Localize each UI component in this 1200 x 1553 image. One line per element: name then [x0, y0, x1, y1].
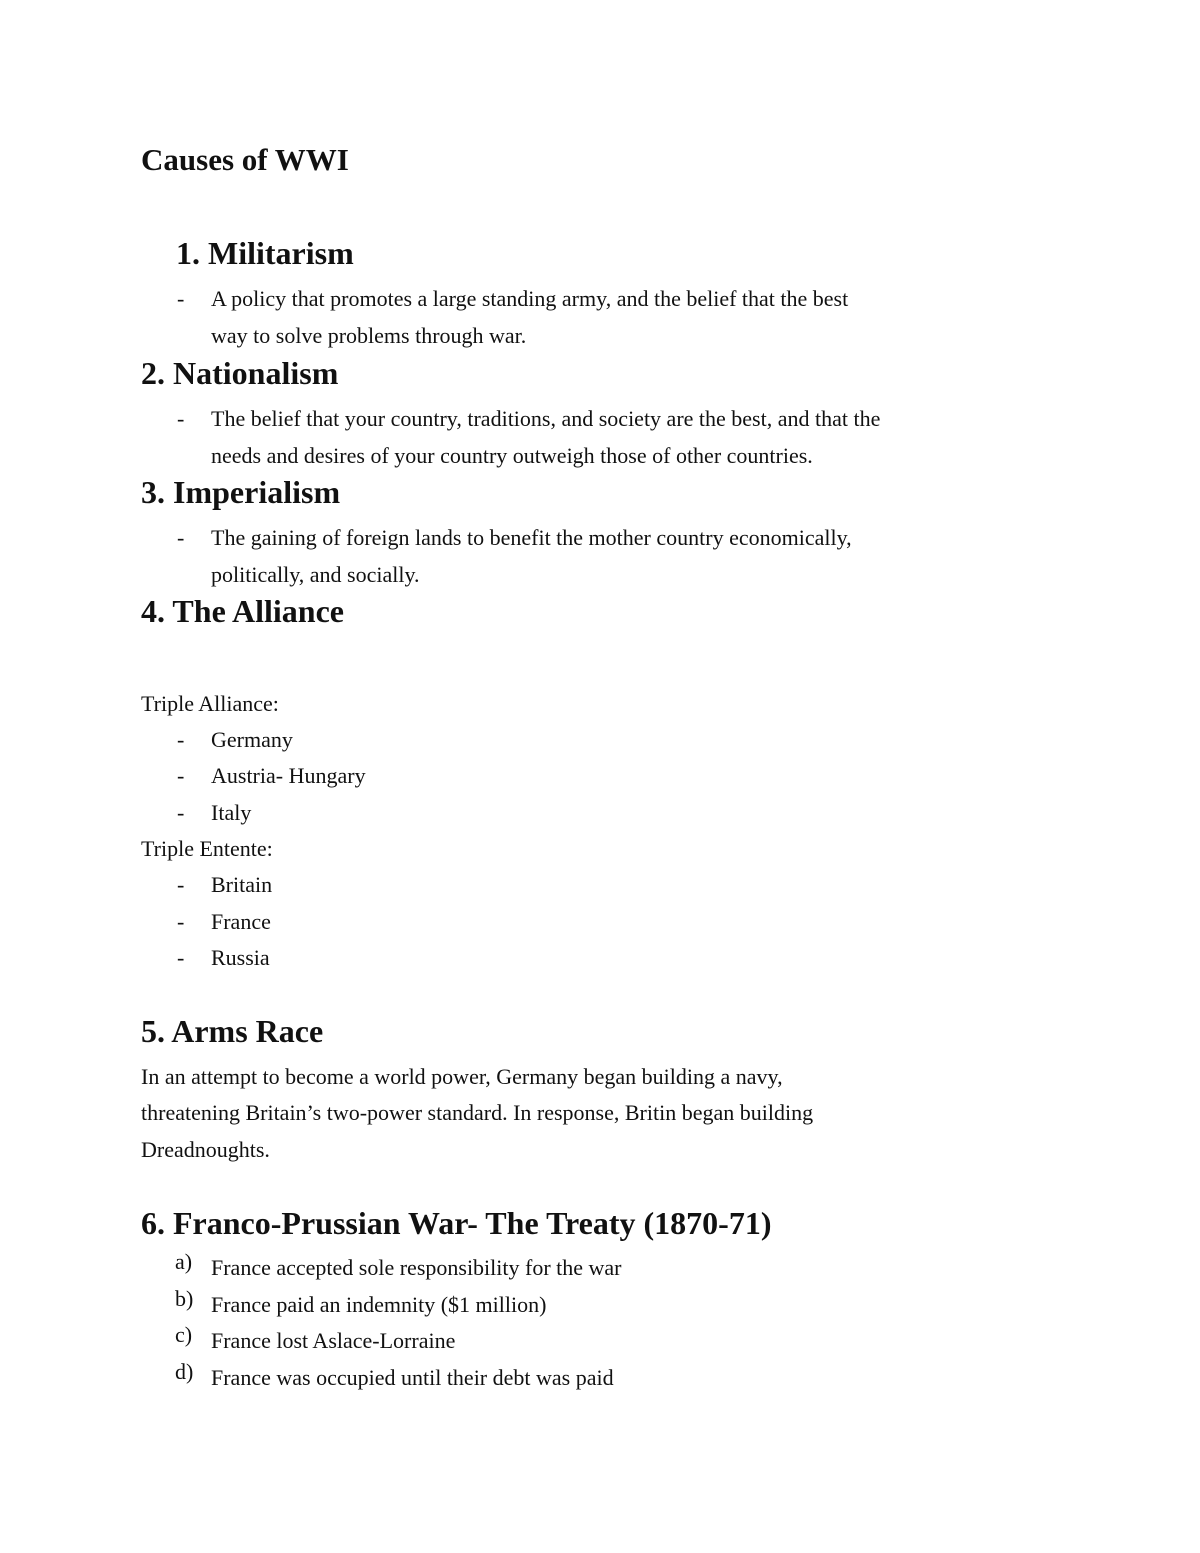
arms-race-line-3: Dreadnoughts. — [141, 1137, 270, 1162]
bullet-dash: - — [177, 727, 185, 752]
bullet-dash: - — [177, 800, 185, 825]
entente-member: Russia — [211, 945, 270, 970]
arms-race-line-2: threatening Britain’s two-power standard. In response, Britin began building — [141, 1100, 814, 1125]
arms-race-line-1: In an attempt to become a world power, Germany began building a navy, — [141, 1064, 783, 1089]
alliance-member: Italy — [211, 800, 252, 825]
imperialism-line-2: politically, and socially. — [211, 562, 420, 587]
nationalism-line-1: The belief that your country, traditions, and society are the best, and that the — [211, 406, 881, 431]
triple-alliance-label: Triple Alliance: — [141, 691, 279, 716]
list-marker: c) — [175, 1322, 193, 1347]
nationalism-line-2: needs and desires of your country outweigh those of other countries. — [211, 443, 813, 468]
document-title: Causes of WWI — [141, 142, 349, 177]
heading-imperialism: 3. Imperialism — [141, 474, 341, 510]
alliance-member: Germany — [211, 727, 293, 752]
list-marker: d) — [175, 1359, 194, 1384]
bullet-dash: - — [177, 525, 185, 550]
treaty-item: France paid an indemnity ($1 million) — [211, 1292, 547, 1317]
alliance-member: Austria- Hungary — [211, 763, 366, 788]
bullet-dash: - — [177, 872, 185, 897]
triple-entente-label: Triple Entente: — [141, 836, 273, 861]
bullet-dash: - — [177, 945, 185, 970]
bullet-dash: - — [177, 406, 185, 431]
treaty-item: France was occupied until their debt was paid — [211, 1365, 614, 1390]
heading-alliance: 4. The Alliance — [141, 593, 344, 629]
heading-franco-prussian: 6. Franco-Prussian War- The Treaty (1870-71) — [141, 1205, 772, 1241]
list-marker: a) — [175, 1249, 193, 1274]
militarism-line-2: way to solve problems through war. — [211, 323, 527, 348]
bullet-dash: - — [177, 286, 185, 311]
bullet-dash: - — [177, 763, 185, 788]
heading-militarism: 1. Militarism — [176, 235, 354, 271]
heading-nationalism: 2. Nationalism — [141, 355, 339, 391]
militarism-line-1: A policy that promotes a large standing army, and the belief that the best — [211, 286, 849, 311]
heading-arms-race: 5. Arms Race — [141, 1013, 324, 1049]
treaty-item: France lost Aslace-Lorraine — [211, 1328, 456, 1353]
list-marker: b) — [175, 1286, 194, 1311]
treaty-item: France accepted sole responsibility for the war — [211, 1255, 622, 1280]
bullet-dash: - — [177, 909, 185, 934]
imperialism-line-1: The gaining of foreign lands to benefit the mother country economically, — [211, 525, 852, 550]
entente-member: Britain — [211, 872, 273, 897]
entente-member: France — [211, 909, 271, 934]
